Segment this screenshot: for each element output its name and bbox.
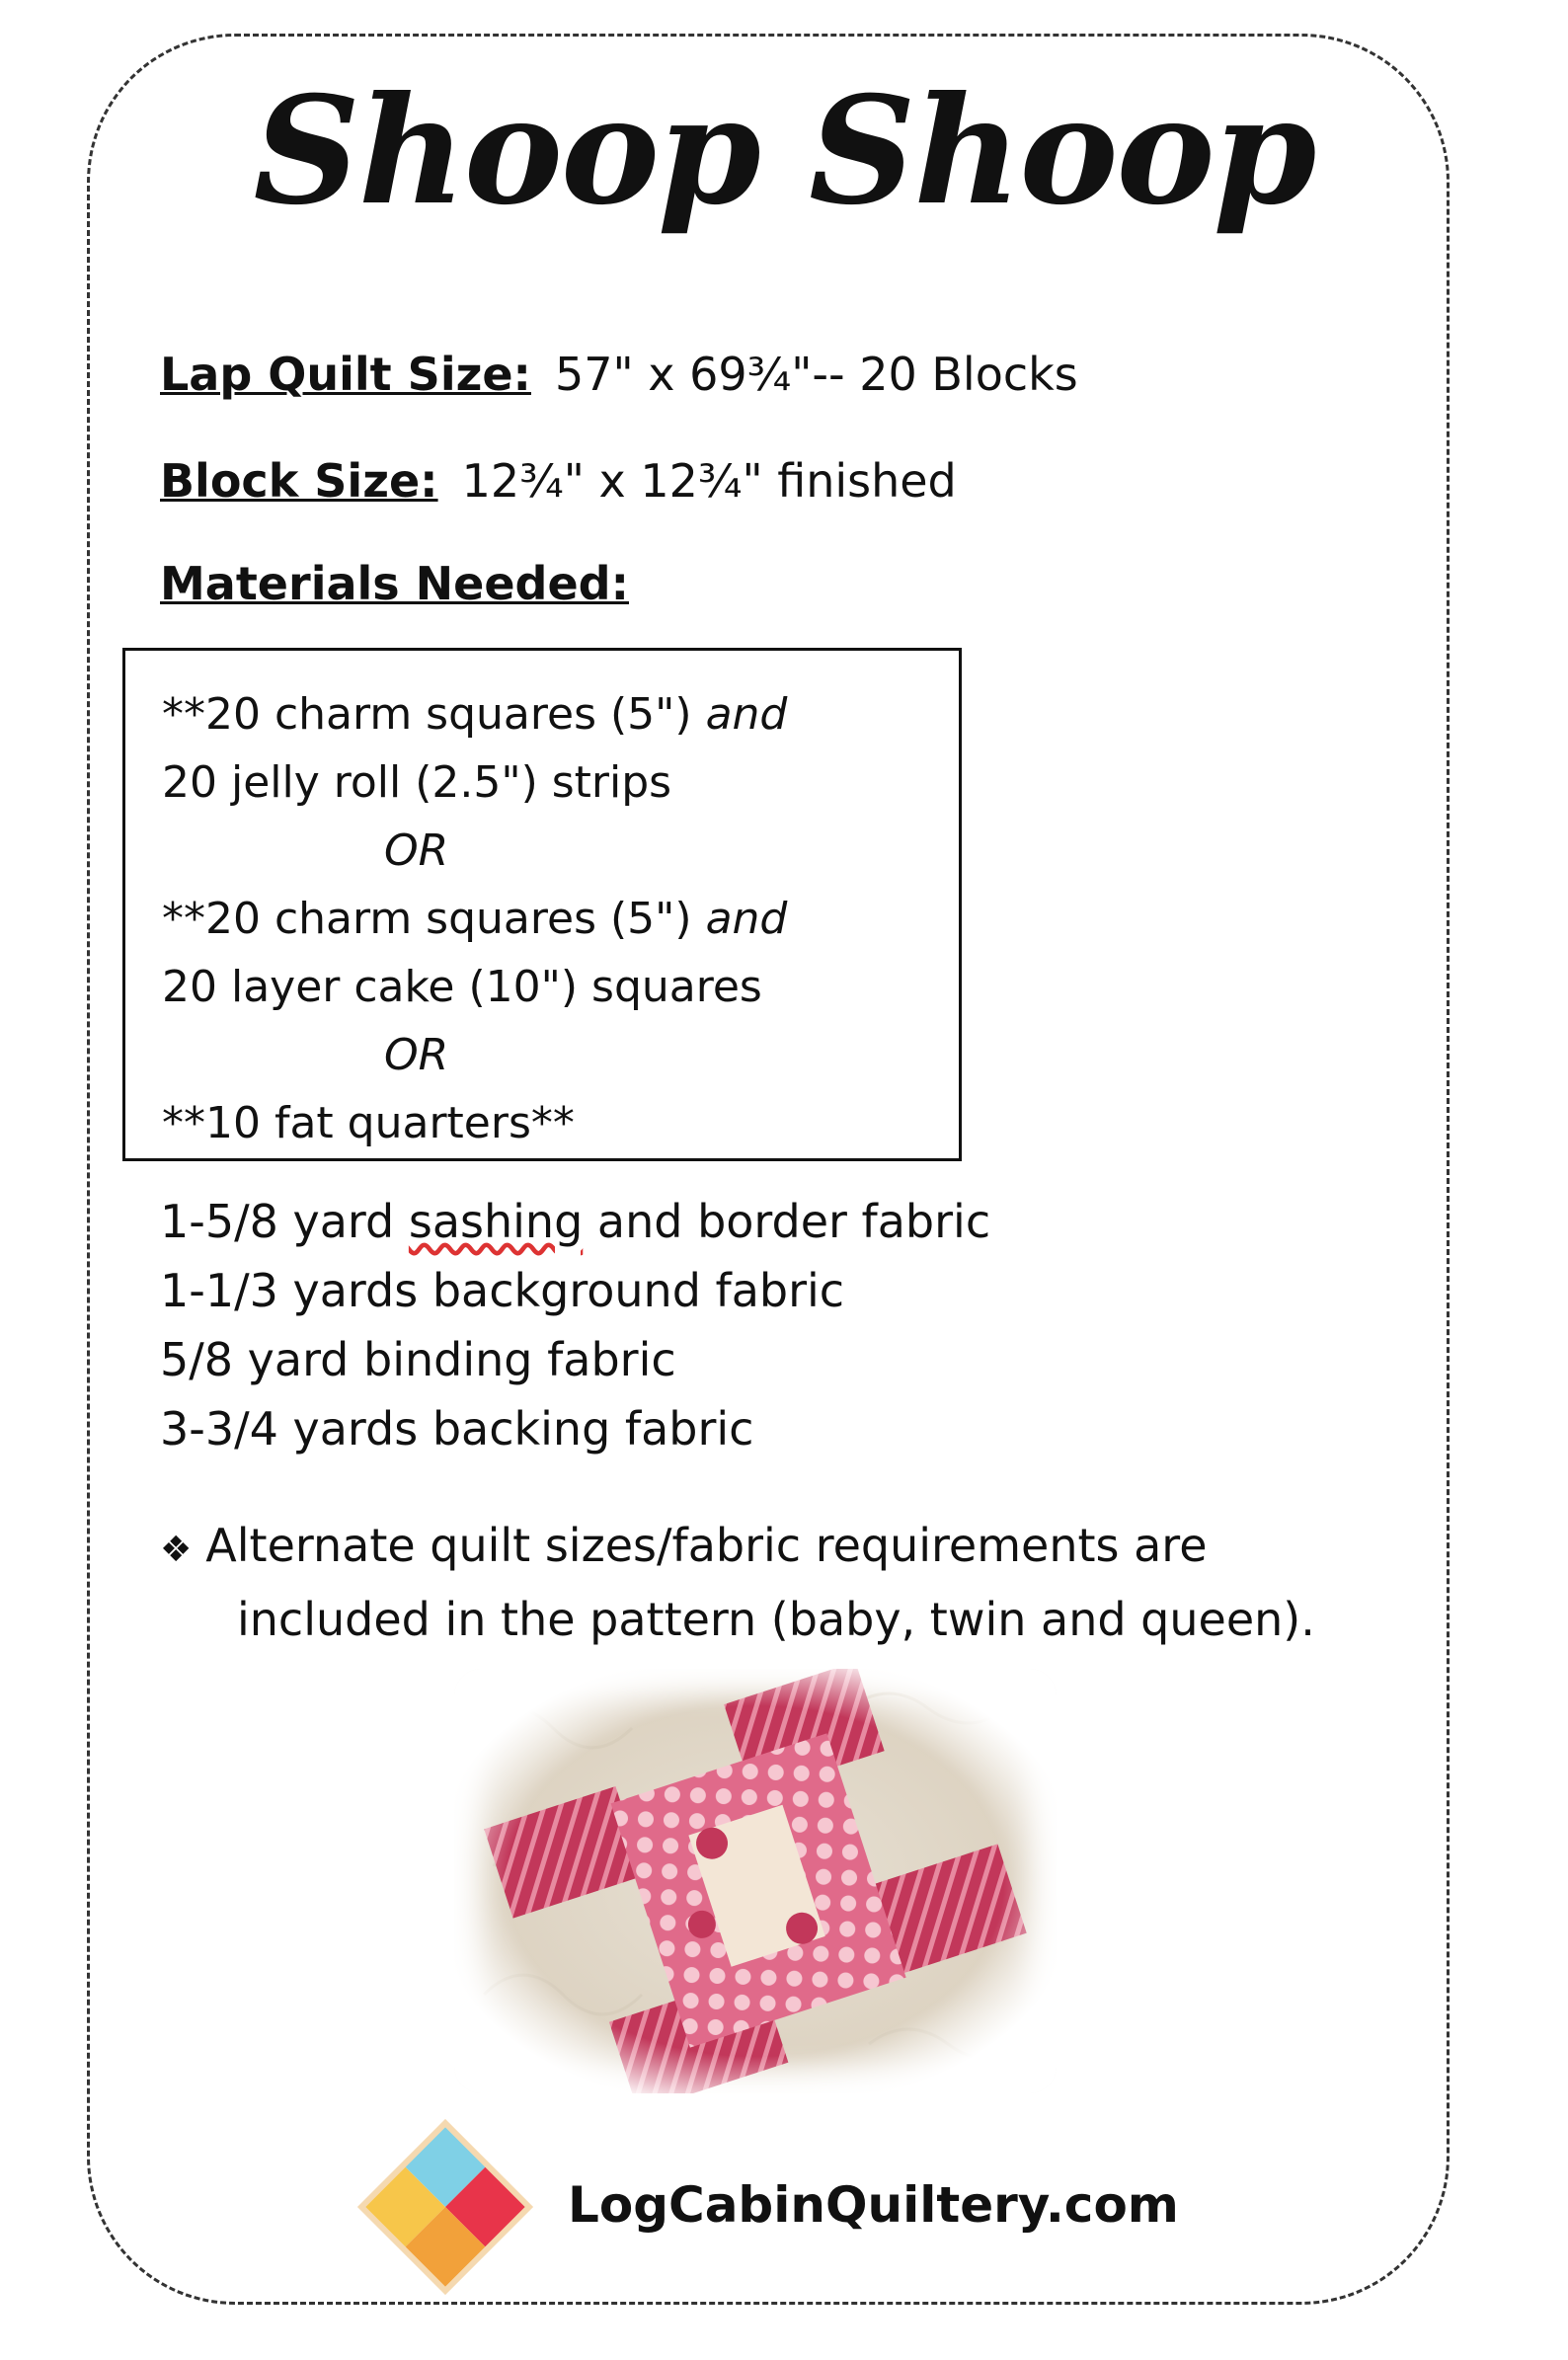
quilt-block-photo — [454, 1669, 1057, 2093]
yardage-backing: 3-3/4 yards backing fabric — [160, 1402, 754, 1455]
note-line-1: ❖ Alternate quilt sizes/fabric requirements are — [160, 1519, 1208, 1572]
yardage-sashing: 1-5/8 yard sashing and border fabric — [160, 1195, 991, 1248]
precut-line: 20 jelly roll (2.5") strips — [162, 757, 672, 808]
website-link[interactable]: LogCabinQuiltery.com — [568, 2176, 1179, 2234]
lap-quilt-size-label: Lap Quilt Size: — [160, 348, 531, 401]
lap-quilt-size — [160, 348, 1078, 402]
block-size — [160, 454, 957, 509]
block-size-value: 12¾" x 12¾" finished — [461, 454, 957, 508]
precut-line: **20 charm squares (5") and — [162, 894, 788, 944]
precut-or: OR — [384, 1030, 449, 1080]
pattern-title: Shoop Shoop — [253, 64, 1315, 238]
precut-line: **10 fat quarters** — [162, 1098, 575, 1148]
note-line-2: included in the pattern (baby, twin and queen). — [237, 1593, 1315, 1646]
lap-quilt-size-value: 57" x 69¾"-- 20 Blocks — [554, 348, 1078, 401]
alternate-sizes-note — [160, 1511, 1315, 1654]
precut-line: 20 layer cake (10") squares — [162, 962, 762, 1012]
materials-label: Materials Needed: — [160, 557, 630, 610]
quilt-block-image — [454, 1669, 1057, 2093]
block-size-label: Block Size: — [160, 454, 438, 508]
yardage-binding: 5/8 yard binding fabric — [160, 1333, 676, 1386]
precut-line: **20 charm squares (5") and — [162, 689, 788, 740]
precut-options-box — [122, 648, 962, 1161]
materials-heading — [160, 557, 629, 611]
log-cabin-quiltery-logo-icon — [352, 2113, 539, 2301]
yardage-background: 1-1/3 yards background fabric — [160, 1264, 845, 1317]
diamond-bullet-icon: ❖ — [160, 1530, 193, 1570]
precut-or: OR — [384, 826, 449, 876]
